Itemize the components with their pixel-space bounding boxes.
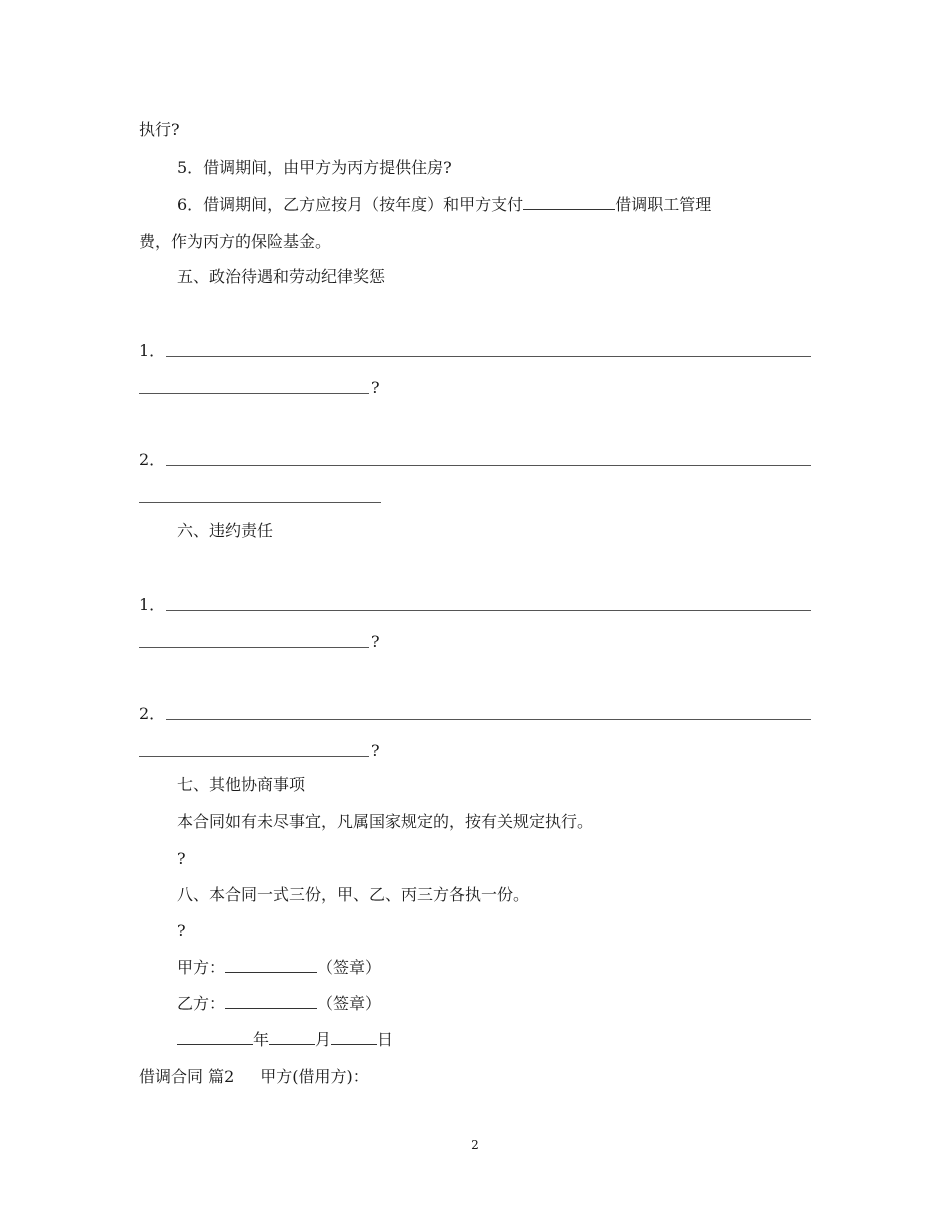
section-6-item-2-end: ? [371,741,380,760]
section-5-item-2-fill-line [166,465,811,466]
section-5-item-2-number: 2． [139,450,166,469]
party-a-signature [177,957,381,979]
party-b-blank [225,994,317,1009]
day-blank [331,1030,377,1045]
section-5-item-1-fill-line [166,356,811,357]
section-5-item-1-fill-line-2 [139,393,369,394]
page-number: 2 [471,1138,479,1152]
section-7-heading: 七、其他协商事项 [177,775,306,794]
section-8-heading: 八、本合同一式三份，甲、乙、丙三方各执一份。 [177,885,530,904]
month-blank [269,1030,315,1045]
party-b-signature [177,993,381,1015]
section-6-item-1-fill-line-2 [139,647,369,648]
section-5-heading: 五、政治待遇和劳动纪律奖惩 [177,267,386,286]
section-7-text: 本合同如有未尽事宜，凡属国家规定的，按有关规定执行。 [177,812,594,831]
text-line: 执行? [139,120,180,139]
year-blank [177,1030,253,1045]
question-mark-line: ? [177,849,186,868]
section-6-item-1-number: 1． [139,595,166,614]
party-a-label: 甲方： [177,958,226,977]
party-a-sign-label: （签章） [317,958,382,977]
month-label: 月 [315,1030,332,1049]
clause-6-text-end: 借调职工管理 [615,195,712,214]
section-6-heading: 六、违约责任 [177,521,274,540]
party-b-label: 乙方： [177,994,226,1013]
year-label: 年 [253,1030,270,1049]
section-5-item-2-fill-line-2 [139,502,381,503]
section-6-item-2-number: 2． [139,704,166,723]
section-6-item-1-end: ? [371,632,380,651]
clause-5: 5．借调期间，由甲方为丙方提供住房? [177,158,452,177]
day-label: 日 [377,1030,394,1049]
date-line [177,1029,393,1051]
section-6-item-2-fill-line [166,719,811,720]
section-5-item-1-end: ? [371,378,380,397]
party-b-sign-label: （签章） [317,994,382,1013]
section-6-item-1-fill-line [166,610,811,611]
next-contract-title [139,1066,369,1088]
section-5-item-1-number: 1． [139,341,166,360]
party-a-blank [225,958,317,973]
fee-blank [523,195,615,210]
next-contract-heading: 借调合同 篇2 [139,1067,235,1086]
section-6-item-2-fill-line-2 [139,756,369,757]
question-mark-line: ? [177,921,186,940]
next-contract-party-a: 甲方(借用方)： [260,1067,369,1086]
clause-6-cont: 费，作为丙方的保险基金。 [139,232,332,251]
clause-6-text: 6．借调期间，乙方应按月（按年度）和甲方支付 [177,195,524,214]
clause-6 [177,194,711,216]
